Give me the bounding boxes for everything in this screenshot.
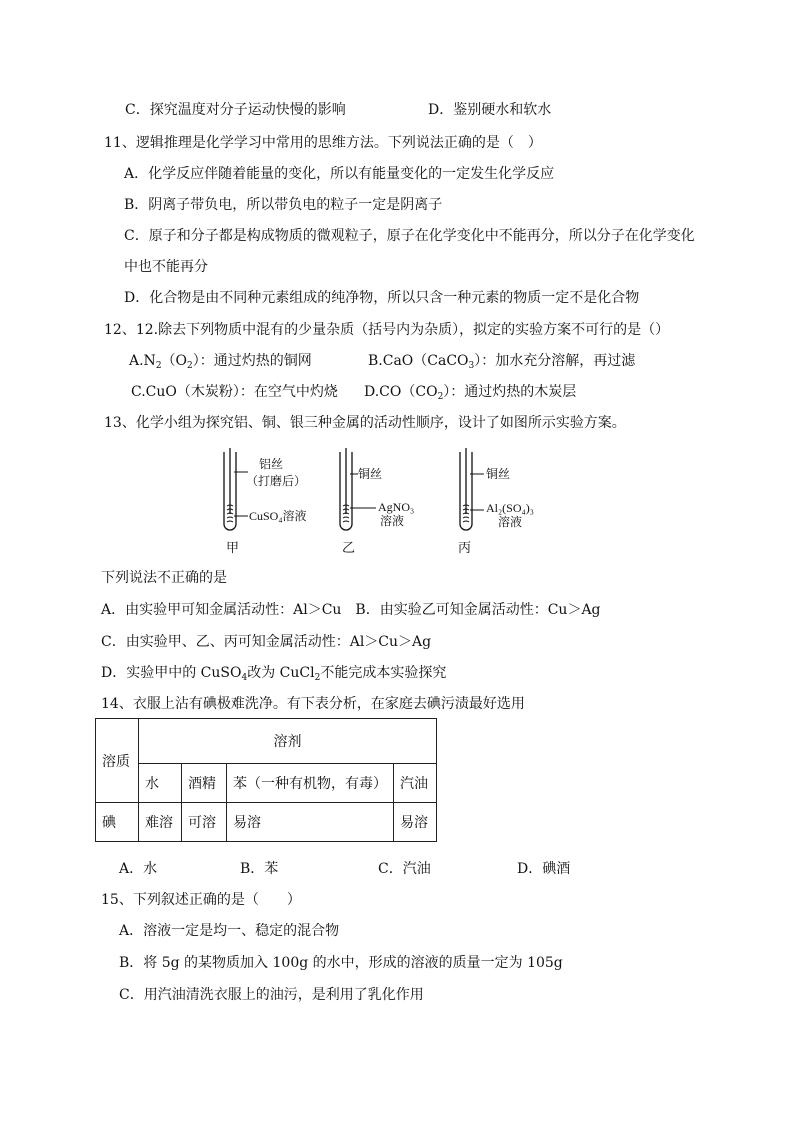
test-tube-jia (224, 448, 307, 555)
bing-solution-formula: Al₂(SO₄)₃ (486, 501, 534, 515)
q13-option-d: D．实验甲中的 CuSO$_4$改为 CuCl$_2$不能完成本实验探究 (101, 665, 447, 683)
q11-option-a: A．化学反应伴随着能量的变化，所以有能量变化的一定发生化学反应 (124, 166, 555, 182)
q13-options-ab: A．由实验甲可知金属活动性：Al＞Cu B．由实验乙可知金属活动性：Cu＞Ag (101, 602, 601, 618)
solubility-table (95, 718, 437, 842)
yi-solution-formula: AgNO₃ (378, 500, 415, 514)
q15-option-c: C．用汽油清洗衣服上的油污，是利用了乳化作用 (119, 987, 424, 1003)
q13-lead: 下列说法不正确的是 (101, 570, 227, 586)
q14-option-b: B．苯 (240, 861, 279, 877)
yi-label: 乙 (342, 540, 356, 555)
q11-option-c-line1: C．原子和分子都是构成物质的微观粒子，原子在化学变化中不能再分，所以分子在化学变化 (124, 228, 695, 244)
iodine-in-benzene: 易溶 (227, 803, 394, 842)
q10-option-c: C．探究温度对分子运动快慢的影响 (125, 102, 346, 118)
q15-option-a: A．溶液一定是均一、稳定的混合物 (119, 923, 340, 939)
q10-option-d: D．鉴别硬水和软水 (428, 102, 552, 118)
q12-stem: 12、12.除去下列物质中混有的少量杂质（括号内为杂质），拟定的实验方案不可行的是（） (104, 322, 670, 338)
iodine-in-water: 难溶 (139, 803, 182, 842)
q14-option-d: D．碘酒 (517, 861, 571, 877)
q14-option-c: C．汽油 (378, 861, 431, 877)
q13-experiment-figure (208, 448, 580, 560)
solvent-header: 溶剂 (139, 719, 437, 764)
q14-stem: 14、衣服上沾有碘极难洗净。有下表分析，在家庭去碘污渍最好选用 (101, 696, 525, 712)
solvent-water: 水 (139, 764, 182, 803)
jia-wire-label: 铝丝 (259, 457, 284, 471)
q12-option-c: C.CuO（木炭粉）：在空气中灼烧 (131, 384, 338, 400)
q12-option-d: $D.CO(CO_2)$：通过灼热的木炭层 (364, 384, 577, 402)
q13-option-c: C．由实验甲、乙、丙可知金属活动性：Al＞Cu＞Ag (101, 634, 432, 650)
bing-label: 丙 (458, 540, 472, 555)
yi-wire-label: 铜丝 (358, 467, 383, 481)
q11-stem: 11、逻辑推理是化学学习中常用的思维方法。下列说法正确的是（ ） (104, 135, 542, 151)
q15-option-b: B．将 5g 的某物质加入 100g 的水中，形成的溶液的质量一定为 105g (119, 955, 563, 971)
jia-wire-note: （打磨后） (246, 474, 307, 488)
solvent-benzene: 苯（一种有机物，有毒） (227, 764, 394, 803)
q12-option-b: B.CaO（CaCO$_3$）：加水充分溶解，再过滤 (368, 353, 636, 371)
row-label-iodine: 碘 (96, 803, 139, 842)
q15-stem: 15、下列叙述正确的是（ ） (101, 892, 301, 908)
q12-option-a: $A.N_2(O_2)$：通过灼热的铜网 (129, 353, 312, 371)
q11-option-d: D．化合物是由不同种元素组成的纯净物，所以只含一种元素的物质一定不是化合物 (124, 290, 640, 306)
solvent-gasoline: 汽油 (394, 764, 437, 803)
bing-solution-label: 溶液 (498, 515, 523, 529)
iodine-in-alcohol: 可溶 (182, 803, 227, 842)
q11-option-c-line2: 中也不能再分 (124, 259, 208, 275)
q11-option-b: B．阴离子带负电，所以带负电的粒子一定是阴离子 (124, 197, 443, 213)
yi-solution-label: 溶液 (380, 514, 405, 528)
q13-stem: 13、化学小组为探究铝、铜、银三种金属的活动性顺序，设计了如图所示实验方案。 (104, 415, 626, 431)
jia-solution-label: CuSO₄溶液 (249, 509, 307, 523)
solvent-alcohol: 酒精 (182, 764, 227, 803)
jia-label: 甲 (226, 540, 240, 555)
bing-wire-label: 铜丝 (486, 467, 511, 481)
test-tube-yi (340, 448, 414, 555)
solute-header: 溶质 (96, 719, 139, 803)
q14-option-a: A．水 (119, 861, 158, 877)
iodine-in-gasoline: 易溶 (394, 803, 437, 842)
test-tube-bing (458, 448, 534, 555)
